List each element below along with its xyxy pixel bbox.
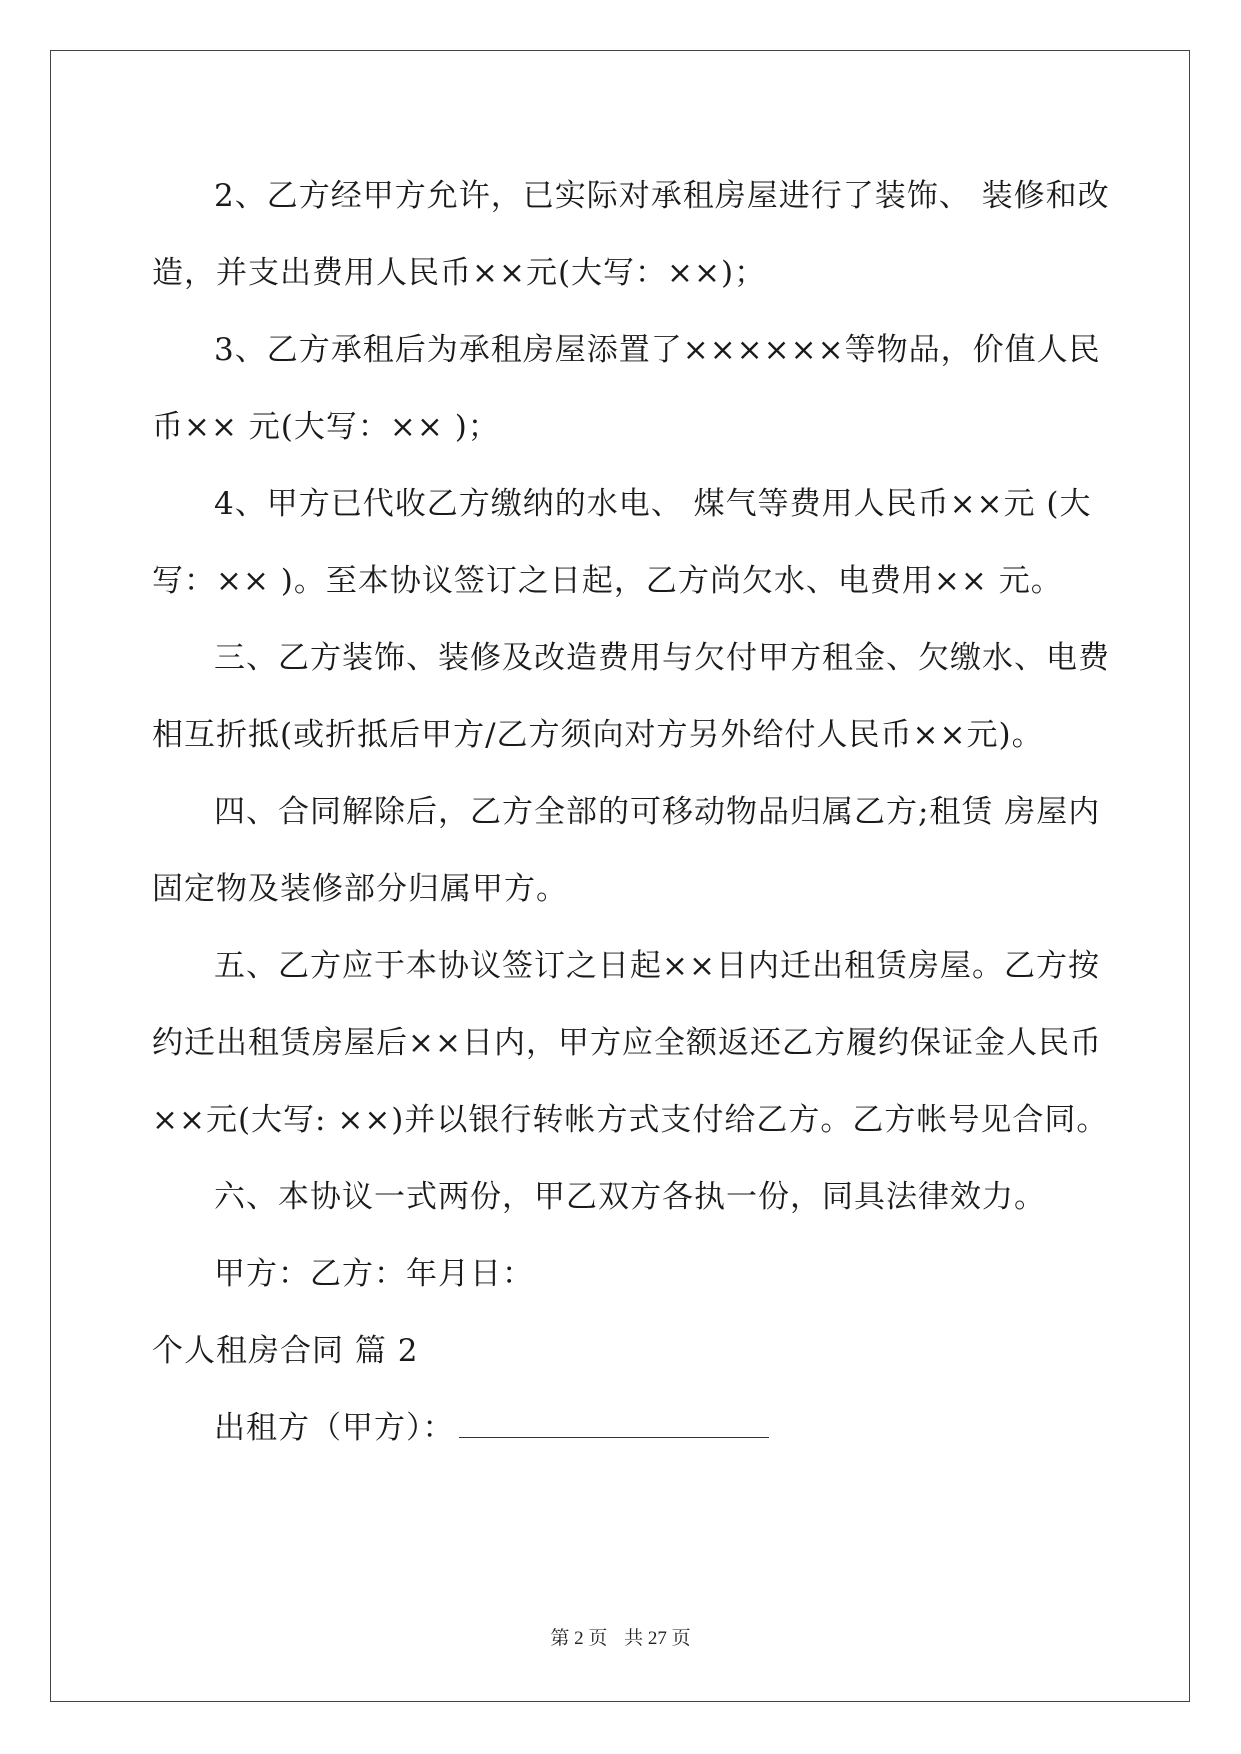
page-total: 共 27 页	[624, 1628, 691, 1649]
paragraph-line: 相互折抵(或折抵后甲方/乙方须向对方另外给付人民币××元)。	[152, 717, 1044, 753]
lessor-field-line	[152, 1390, 1092, 1467]
paragraph-line: 约迁出租赁房屋后××日内，甲方应全额返还乙方履约保证金人民币	[152, 1025, 1102, 1061]
paragraph-line: 五、乙方应于本协议签订之日起××日内迁出租赁房屋。乙方按	[214, 948, 1100, 984]
paragraph-line: 币×× 元(大写：×× )；	[152, 409, 500, 445]
lessor-label: 出租方（甲方）：	[214, 1410, 455, 1446]
paragraph-line: 造，并支出费用人民币××元(大写：××)；	[152, 255, 767, 291]
section-heading: 个人租房合同 篇 2	[152, 1333, 419, 1369]
paragraph-line: 3、乙方承租后为承租房屋添置了××××××等物品，价值人民	[214, 332, 1101, 368]
paragraph-line: 4、甲方已代收乙方缴纳的水电、 煤气等费用人民币××元 (大	[214, 486, 1092, 522]
document-body	[152, 158, 1110, 1467]
page-footer	[0, 1623, 1241, 1650]
paragraph-line: 四、合同解除后，乙方全部的可移动物品归属乙方;租赁 房屋内	[214, 794, 1101, 830]
lessor-blank	[459, 1415, 769, 1438]
paragraph-line: 写：×× )。至本协议签订之日起，乙方尚欠水、电费用×× 元。	[152, 563, 1063, 599]
paragraph-line: 三、乙方装饰、装修及改造费用与欠付甲方租金、欠缴水、电费	[214, 640, 1110, 676]
paragraph-line: 固定物及装修部分归属甲方。	[152, 871, 568, 907]
paragraph-line: 六、本协议一式两份，甲乙双方各执一份，同具法律效力。	[214, 1179, 1046, 1215]
paragraph-line: 2、乙方经甲方允许，已实际对承租房屋进行了装饰、 装修和改	[214, 178, 1110, 214]
paragraph-line: ××元(大写: ××)并以银行转帐方式支付给乙方。乙方帐号见合同。	[152, 1102, 1109, 1138]
signature-line: 甲方：乙方：年月日：	[214, 1256, 534, 1292]
page-number: 第 2 页	[550, 1628, 608, 1649]
